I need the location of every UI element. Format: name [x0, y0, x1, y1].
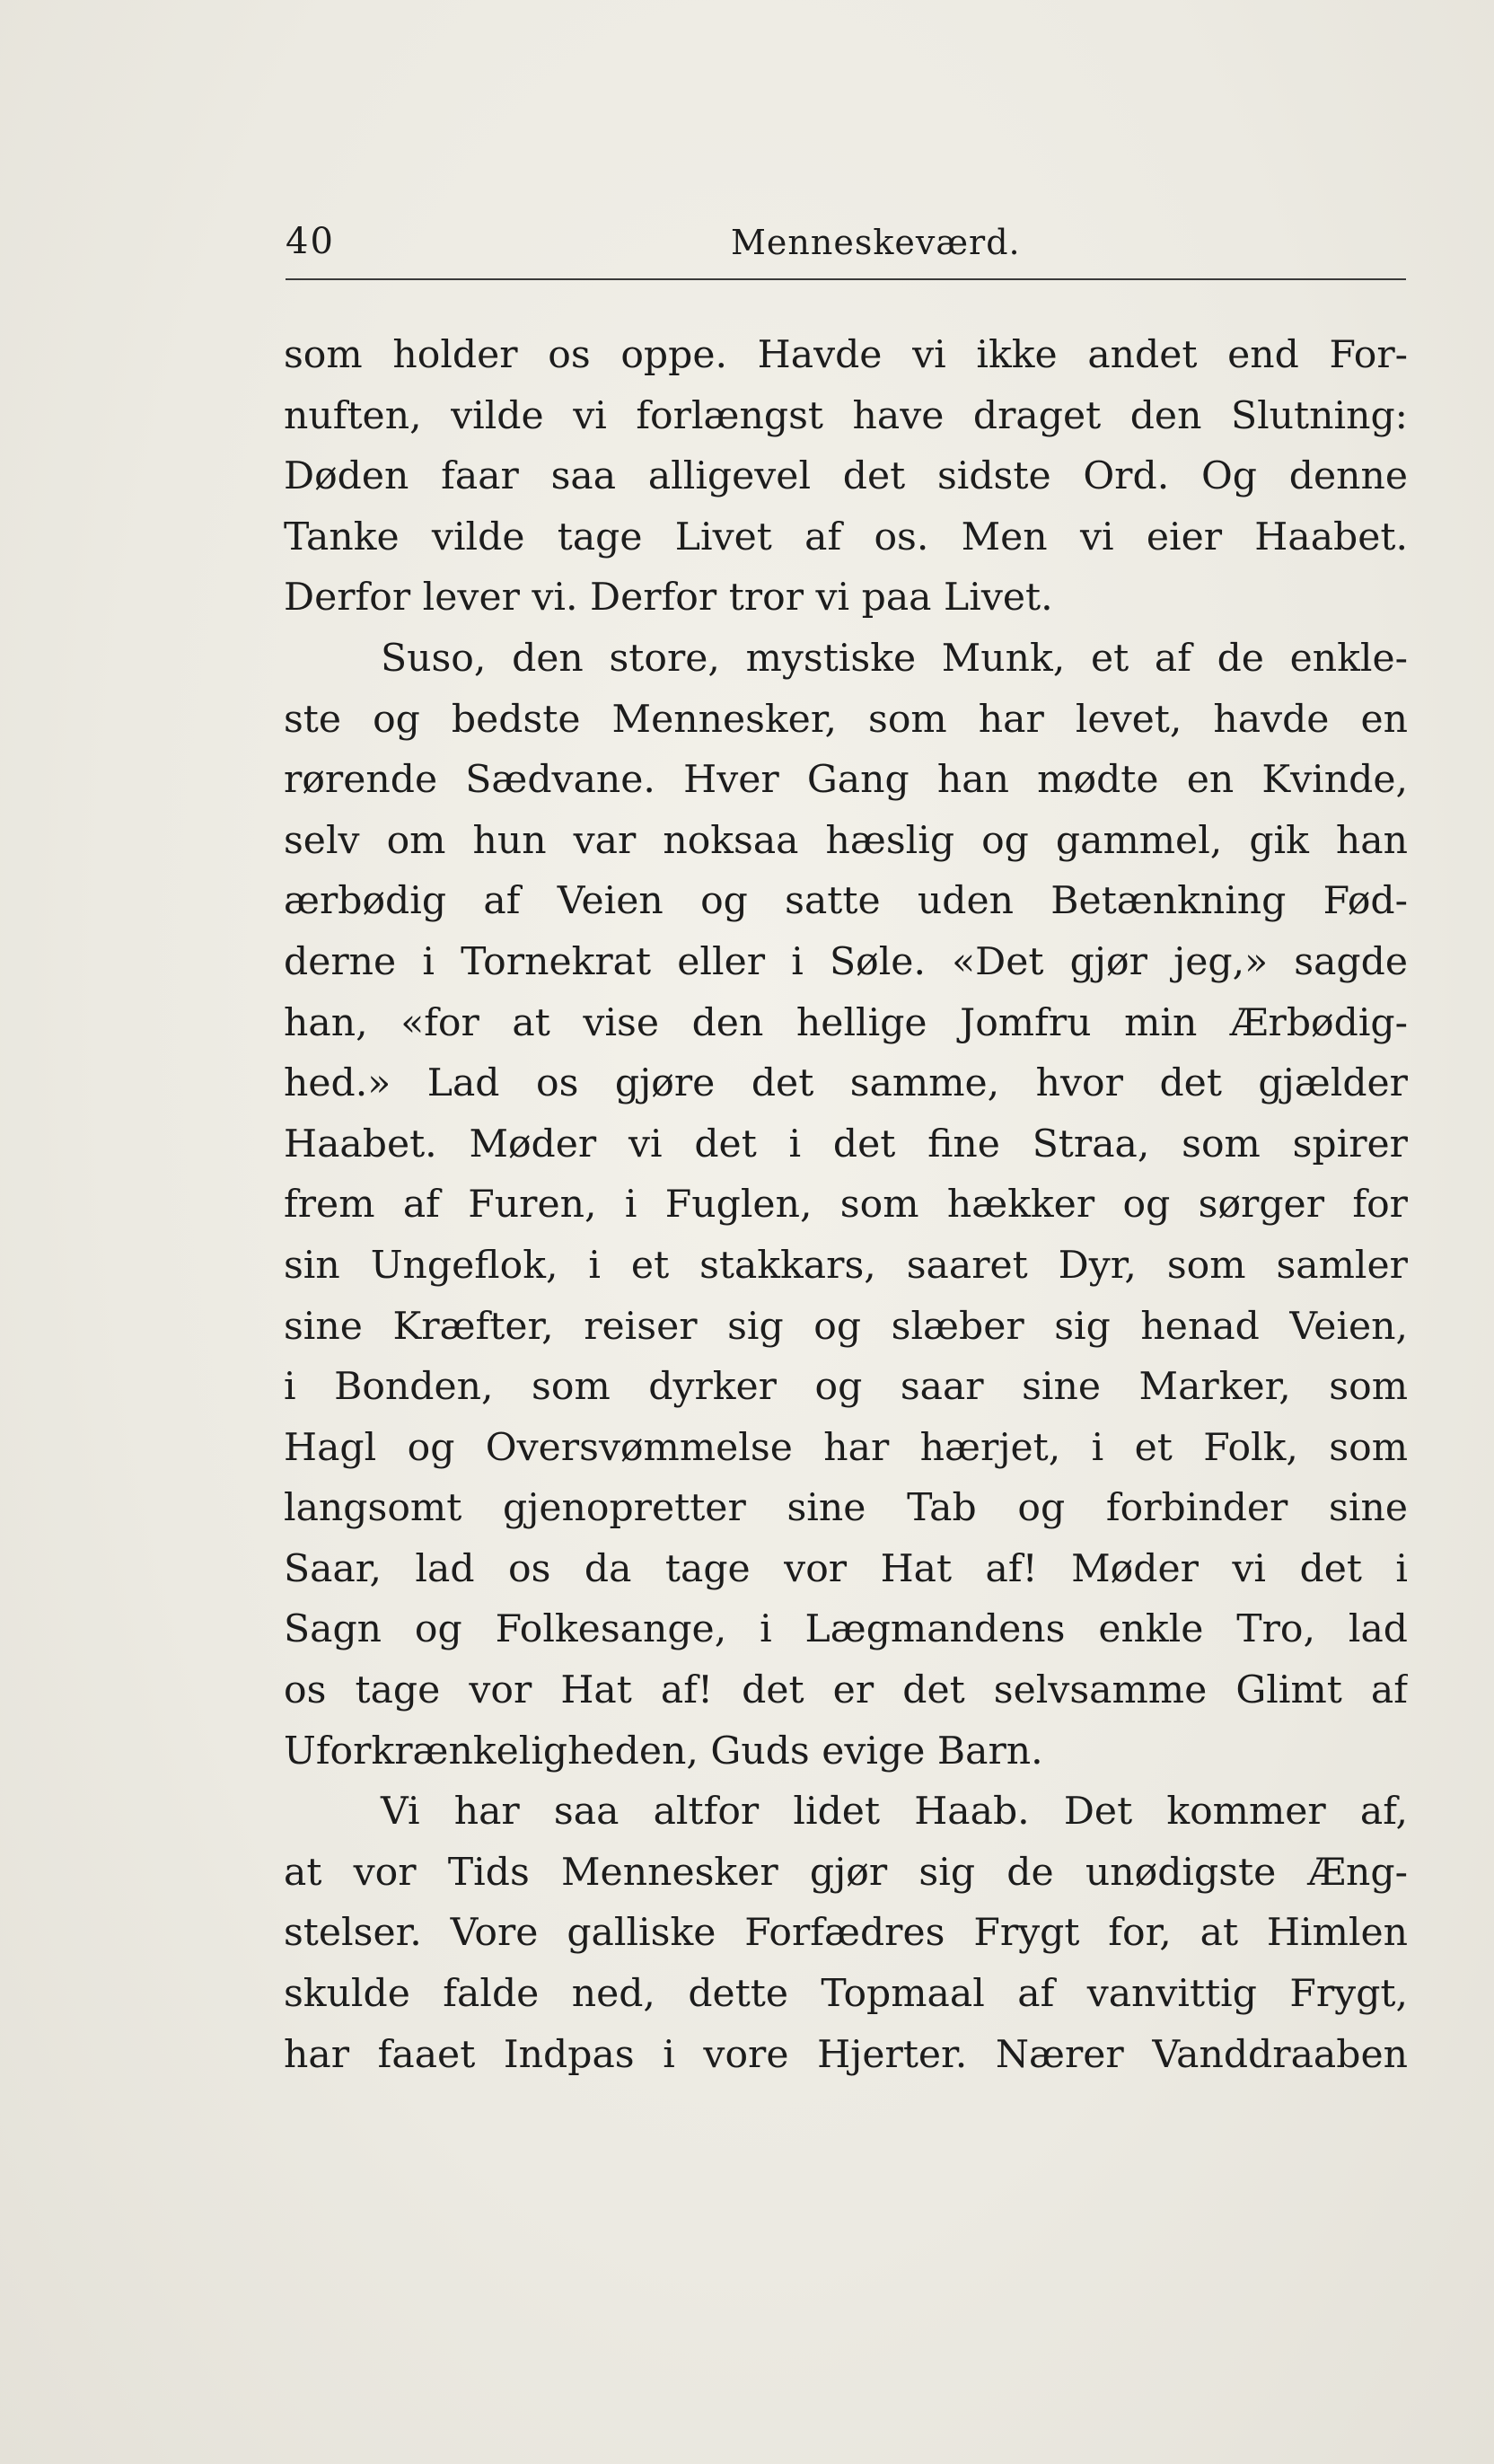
text-line: Saar, lad os da tage vor Hat af! Møder vi det i [284, 1546, 1408, 1591]
text-line: Derfor lever vi. Derfor tror vi paa Livet. [284, 576, 1053, 620]
text-line: skulde falde ned, dette Topmaal af vanvittig Frygt, [284, 1972, 1408, 2017]
text-line: Hagl og Oversvømmelse har hærjet, i et Folk, som [284, 1425, 1408, 1470]
text-line: Vi har saa altfor lidet Haab. Det kommer af, [381, 1790, 1408, 1835]
text-line: sine Kræfter, reiser sig og slæber sig henad Veien, [284, 1304, 1408, 1349]
text-line: hed.» Lad os gjøre det samme, hvor det gjælder [284, 1061, 1408, 1106]
text-line: derne i Tornekrat eller i Søle. «Det gjør jeg,» sagde [284, 939, 1408, 984]
text-line: ærbødig af Veien og satte uden Betænkning Fød- [284, 879, 1408, 924]
text-line: rørende Sædvane. Hver Gang han mødte en Kvinde, [284, 758, 1408, 803]
page-number: 40 [286, 221, 335, 262]
text-line: stelser. Vore galliske Forfædres Frygt for, at Himlen [284, 1911, 1408, 1956]
text-line: selv om hun var noksaa hæslig og gammel, gik han [284, 818, 1408, 863]
text-line: nuften, vilde vi forlængst have draget den Slutning: [284, 393, 1408, 438]
text-line: sin Ungeflok, i et stakkars, saaret Dyr, som samler [284, 1243, 1408, 1288]
text-line: Døden faar saa alligevel det sidste Ord. Og denne [284, 454, 1408, 499]
body-text [284, 325, 1408, 2085]
text-line: at vor Tids Mennesker gjør sig de unødigste Æng- [284, 1850, 1408, 1895]
text-line: ste og bedste Mennesker, som har levet, havde en [284, 697, 1408, 742]
text-line: Suso, den store, mystiske Munk, et af de enkle- [381, 636, 1408, 681]
text-line: frem af Furen, i Fuglen, som hækker og sørger for [284, 1183, 1408, 1228]
text-line: Haabet. Møder vi det i det fine Straa, som spirer [284, 1122, 1408, 1166]
running-title: Menneskeværd. [731, 223, 1021, 262]
text-line: han, «for at vise den hellige Jomfru min Ærbødig- [284, 1000, 1408, 1045]
text-line: langsomt gjenopretter sine Tab og forbinder sine [284, 1486, 1408, 1531]
text-line: os tage vor Hat af! det er det selvsamme Glimt af [284, 1668, 1408, 1713]
text-line: i Bonden, som dyrker og saar sine Marker, som [284, 1365, 1408, 1410]
text-line: har faaet Indpas i vore Hjerter. Nærer Vanddraaben [284, 2032, 1408, 2077]
text-line: Sagn og Folkesange, i Lægmandens enkle Tro, lad [284, 1607, 1408, 1652]
text-line: Tanke vilde tage Livet af os. Men vi eier Haabet. [284, 515, 1408, 559]
text-line: Uforkrænkeligheden, Guds evige Barn. [284, 1729, 1043, 1773]
text-line: som holder os oppe. Havde vi ikke andet end For- [284, 333, 1408, 377]
header-rule [286, 278, 1406, 280]
page-header [286, 216, 1406, 268]
